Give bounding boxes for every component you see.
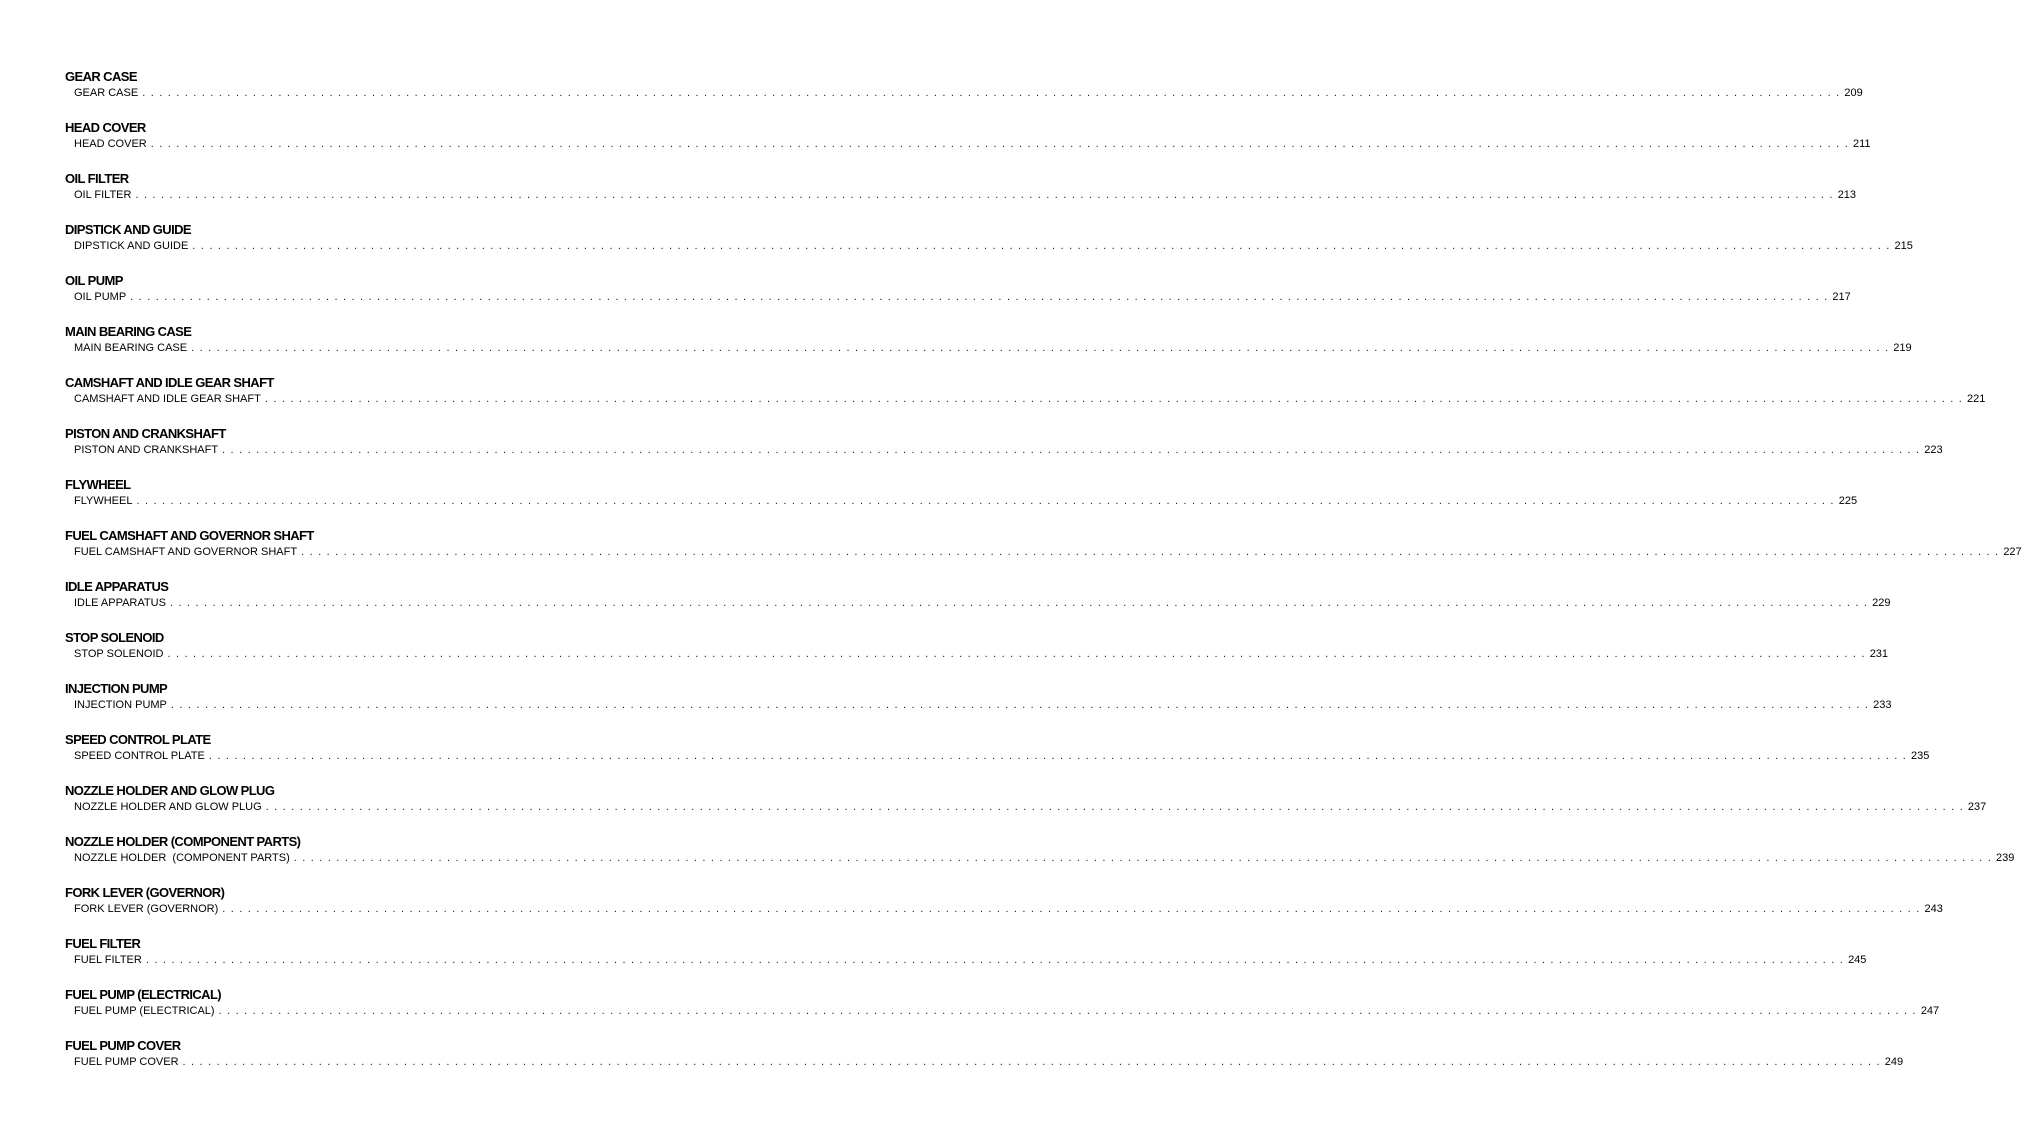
page-number: 227: [2003, 546, 2022, 558]
entry-label: OIL PUMP: [74, 291, 127, 303]
section-heading: MAIN BEARING CASE: [65, 324, 192, 339]
page-number: 225: [1838, 495, 1858, 507]
page-number: 243: [1924, 903, 1943, 915]
page-number: 231: [1869, 648, 1889, 660]
section-heading: NOZZLE HOLDER AND GLOW PLUG: [65, 783, 275, 798]
entry-label: STOP SOLENOID: [74, 648, 164, 660]
toc-entry[interactable]: [65, 545, 2022, 559]
dot-leader: . . . . . . . . . . . . . . . . . . . . . . . . . . . . . . . . . . . . . . . . . . . . . . . . . . . . . . . . . . . . . . . . . . . . . . . . . . . . . . . . . . . . . . . . . . . . . . . . . . . . . . . . . . . . . . . . . . . . . . . . . . . . . . . . . . . . . . . . . . . . . . . . . . . . . . . . . . . . . . . . . . . . . . . . . . . . . . . . . . . . . . . . . . . . . . . . . . . . . . . .: [135, 189, 1834, 201]
section-heading: SPEED CONTROL PLATE: [65, 732, 211, 747]
toc-entry[interactable]: [65, 137, 1871, 151]
toc-entry[interactable]: [65, 749, 1930, 763]
entry-label: FUEL FILTER: [74, 954, 142, 966]
entry-label: INJECTION PUMP: [74, 699, 167, 711]
toc-section: [65, 426, 1943, 477]
toc-section: [65, 630, 1889, 681]
toc-section: [65, 783, 1987, 834]
section-heading: PISTON AND CRANKSHAFT: [65, 426, 226, 441]
dot-leader: . . . . . . . . . . . . . . . . . . . . . . . . . . . . . . . . . . . . . . . . . . . . . . . . . . . . . . . . . . . . . . . . . . . . . . . . . . . . . . . . . . . . . . . . . . . . . . . . . . . . . . . . . . . . . . . . . . . . . . . . . . . . . . . . . . . . . . . . . . . . . . . . . . . . . . . . . . . . . . . . . . . . . . . . . . . . . . . . . . . . . . . . . . . . . . . . . . . . . . . .: [130, 291, 1829, 303]
toc-section: [65, 324, 1912, 375]
toc-section: [65, 885, 1943, 936]
entry-label: HEAD COVER: [74, 138, 147, 150]
section-heading: FUEL PUMP (ELECTRICAL): [65, 987, 222, 1002]
table-of-contents: [65, 69, 2022, 1089]
page-number: 221: [1967, 393, 1986, 405]
toc-section: [65, 273, 1851, 324]
page-number: 247: [1920, 1005, 1940, 1017]
dot-leader: . . . . . . . . . . . . . . . . . . . . . . . . . . . . . . . . . . . . . . . . . . . . . . . . . . . . . . . . . . . . . . . . . . . . . . . . . . . . . . . . . . . . . . . . . . . . . . . . . . . . . . . . . . . . . . . . . . . . . . . . . . . . . . . . . . . . . . . . . . . . . . . . . . . . . . . . . . . . . . . . . . . . . . . . . . . . . . . . . . . . . . . . . . . . . . . . . . . . . . . .: [208, 750, 1908, 762]
toc-entry[interactable]: [65, 494, 1858, 508]
toc-entry[interactable]: [65, 1004, 1940, 1018]
toc-section: [65, 477, 1858, 528]
section-heading: DIPSTICK AND GUIDE: [65, 222, 191, 237]
entry-label: FUEL CAMSHAFT AND GOVERNOR SHAFT: [74, 546, 298, 558]
toc-section: [65, 681, 1892, 732]
section-heading: HEAD COVER: [65, 120, 146, 135]
toc-entry[interactable]: [65, 341, 1912, 355]
section-heading: FUEL FILTER: [65, 936, 141, 951]
dot-leader: . . . . . . . . . . . . . . . . . . . . . . . . . . . . . . . . . . . . . . . . . . . . . . . . . . . . . . . . . . . . . . . . . . . . . . . . . . . . . . . . . . . . . . . . . . . . . . . . . . . . . . . . . . . . . . . . . . . . . . . . . . . . . . . . . . . . . . . . . . . . . . . . . . . . . . . . . . . . . . . . . . . . . . . . . . . . . . . . . . . . . . . . . . . . . . . . . . . . . . . .: [170, 699, 1870, 711]
toc-entry[interactable]: [65, 188, 1857, 202]
toc-section: [65, 69, 1863, 120]
page-number: 215: [1894, 240, 1913, 252]
toc-section: [65, 1038, 1904, 1089]
page-number: 213: [1837, 189, 1857, 201]
toc-section: [65, 834, 2015, 885]
entry-label: MAIN BEARING CASE: [74, 342, 188, 354]
section-heading: FORK LEVER (GOVERNOR): [65, 885, 225, 900]
page-number: 235: [1911, 750, 1930, 762]
toc-section: [65, 579, 1891, 630]
page-number: 239: [1995, 852, 2015, 864]
page-number: 233: [1873, 699, 1892, 711]
entry-label: OIL FILTER: [74, 189, 132, 201]
toc-section: [65, 120, 1871, 171]
section-heading: STOP SOLENOID: [65, 630, 164, 645]
dot-leader: . . . . . . . . . . . . . . . . . . . . . . . . . . . . . . . . . . . . . . . . . . . . . . . . . . . . . . . . . . . . . . . . . . . . . . . . . . . . . . . . . . . . . . . . . . . . . . . . . . . . . . . . . . . . . . . . . . . . . . . . . . . . . . . . . . . . . . . . . . . . . . . . . . . . . . . . . . . . . . . . . . . . . . . . . . . . . . . . . . . . . . . . . . . . . . . . . . . . . . . .: [264, 393, 1964, 405]
page-number: 223: [1924, 444, 1943, 456]
toc-entry[interactable]: [65, 392, 1986, 406]
entry-label: FUEL PUMP COVER: [74, 1056, 179, 1068]
section-heading: INJECTION PUMP: [65, 681, 168, 696]
section-heading: FUEL PUMP COVER: [65, 1038, 181, 1053]
entry-label: FUEL PUMP (ELECTRICAL): [74, 1005, 215, 1017]
toc-entry[interactable]: [65, 596, 1891, 610]
entry-label: IDLE APPARATUS: [74, 597, 166, 609]
toc-section: [65, 375, 1986, 426]
dot-leader: . . . . . . . . . . . . . . . . . . . . . . . . . . . . . . . . . . . . . . . . . . . . . . . . . . . . . . . . . . . . . . . . . . . . . . . . . . . . . . . . . . . . . . . . . . . . . . . . . . . . . . . . . . . . . . . . . . . . . . . . . . . . . . . . . . . . . . . . . . . . . . . . . . . . . . . . . . . . . . . . . . . . . . . . . . . . . . . . . . . . . . . . . . . . . . . . . . . . . . . .: [222, 903, 1921, 915]
entry-label: FLYWHEEL: [74, 495, 133, 507]
section-heading: OIL FILTER: [65, 171, 129, 186]
entry-label: DIPSTICK AND GUIDE: [74, 240, 189, 252]
toc-entry[interactable]: [65, 851, 2015, 865]
toc-entry[interactable]: [65, 953, 1867, 967]
dot-leader: . . . . . . . . . . . . . . . . . . . . . . . . . . . . . . . . . . . . . . . . . . . . . . . . . . . . . . . . . . . . . . . . . . . . . . . . . . . . . . . . . . . . . . . . . . . . . . . . . . . . . . . . . . . . . . . . . . . . . . . . . . . . . . . . . . . . . . . . . . . . . . . . . . . . . . . . . . . . . . . . . . . . . . . . . . . . . . . . . . . . . . . . . . . . . . . . . . . . . . . .: [301, 546, 2000, 558]
section-heading: NOZZLE HOLDER (COMPONENT PARTS): [65, 834, 301, 849]
page-number: 229: [1872, 597, 1891, 609]
toc-section: [65, 528, 2022, 579]
toc-section: [65, 987, 1940, 1038]
toc-section: [65, 936, 1867, 987]
page-number: 211: [1852, 138, 1871, 150]
toc-entry[interactable]: [65, 290, 1851, 304]
page-number: 217: [1832, 291, 1851, 303]
section-heading: OIL PUMP: [65, 273, 123, 288]
dot-leader: . . . . . . . . . . . . . . . . . . . . . . . . . . . . . . . . . . . . . . . . . . . . . . . . . . . . . . . . . . . . . . . . . . . . . . . . . . . . . . . . . . . . . . . . . . . . . . . . . . . . . . . . . . . . . . . . . . . . . . . . . . . . . . . . . . . . . . . . . . . . . . . . . . . . . . . . . . . . . . . . . . . . . . . . . . . . . . . . . . . . . . . . . . . . . . . . . . . . . . . .: [222, 444, 1921, 456]
entry-label: FORK LEVER (GOVERNOR): [74, 903, 219, 915]
page-number: 219: [1893, 342, 1912, 354]
toc-entry[interactable]: [65, 239, 1913, 253]
toc-section: [65, 222, 1913, 273]
toc-entry[interactable]: [65, 1055, 1904, 1069]
dot-leader: . . . . . . . . . . . . . . . . . . . . . . . . . . . . . . . . . . . . . . . . . . . . . . . . . . . . . . . . . . . . . . . . . . . . . . . . . . . . . . . . . . . . . . . . . . . . . . . . . . . . . . . . . . . . . . . . . . . . . . . . . . . . . . . . . . . . . . . . . . . . . . . . . . . . . . . . . . . . . . . . . . . . . . . . . . . . . . . . . . . . . . . . . . . . . . . . . . . . . . . .: [218, 1005, 1917, 1017]
page-number: 237: [1967, 801, 1987, 813]
entry-label: SPEED CONTROL PLATE: [74, 750, 205, 762]
entry-label: NOZZLE HOLDER (COMPONENT PARTS): [74, 852, 290, 864]
section-heading: GEAR CASE: [65, 69, 137, 84]
page-number: 209: [1844, 87, 1863, 99]
section-heading: FLYWHEEL: [65, 477, 131, 492]
dot-leader: . . . . . . . . . . . . . . . . . . . . . . . . . . . . . . . . . . . . . . . . . . . . . . . . . . . . . . . . . . . . . . . . . . . . . . . . . . . . . . . . . . . . . . . . . . . . . . . . . . . . . . . . . . . . . . . . . . . . . . . . . . . . . . . . . . . . . . . . . . . . . . . . . . . . . . . . . . . . . . . . . . . . . . . . . . . . . . . . . . . . . . . . . . . . . . . . . . . . . . . .: [191, 342, 1890, 354]
dot-leader: . . . . . . . . . . . . . . . . . . . . . . . . . . . . . . . . . . . . . . . . . . . . . . . . . . . . . . . . . . . . . . . . . . . . . . . . . . . . . . . . . . . . . . . . . . . . . . . . . . . . . . . . . . . . . . . . . . . . . . . . . . . . . . . . . . . . . . . . . . . . . . . . . . . . . . . . . . . . . . . . . . . . . . . . . . . . . . . . . . . . . . . . . . . . . . . . . . . . . . . .: [265, 801, 1964, 813]
toc-entry[interactable]: [65, 443, 1943, 457]
dot-leader: . . . . . . . . . . . . . . . . . . . . . . . . . . . . . . . . . . . . . . . . . . . . . . . . . . . . . . . . . . . . . . . . . . . . . . . . . . . . . . . . . . . . . . . . . . . . . . . . . . . . . . . . . . . . . . . . . . . . . . . . . . . . . . . . . . . . . . . . . . . . . . . . . . . . . . . . . . . . . . . . . . . . . . . . . . . . . . . . . . . . . . . . . . . . . . . . . . . . . . . .: [142, 87, 1841, 99]
toc-entry[interactable]: [65, 698, 1892, 712]
dot-leader: . . . . . . . . . . . . . . . . . . . . . . . . . . . . . . . . . . . . . . . . . . . . . . . . . . . . . . . . . . . . . . . . . . . . . . . . . . . . . . . . . . . . . . . . . . . . . . . . . . . . . . . . . . . . . . . . . . . . . . . . . . . . . . . . . . . . . . . . . . . . . . . . . . . . . . . . . . . . . . . . . . . . . . . . . . . . . . . . . . . . . . . . . . . . . . . . . . . . . . . .: [192, 240, 1891, 252]
entry-label: CAMSHAFT AND IDLE GEAR SHAFT: [74, 393, 261, 405]
section-heading: CAMSHAFT AND IDLE GEAR SHAFT: [65, 375, 274, 390]
dot-leader: . . . . . . . . . . . . . . . . . . . . . . . . . . . . . . . . . . . . . . . . . . . . . . . . . . . . . . . . . . . . . . . . . . . . . . . . . . . . . . . . . . . . . . . . . . . . . . . . . . . . . . . . . . . . . . . . . . . . . . . . . . . . . . . . . . . . . . . . . . . . . . . . . . . . . . . . . . . . . . . . . . . . . . . . . . . . . . . . . . . . . . . . . . . . . . . . . . . . . . . .: [167, 648, 1866, 660]
page-number: 249: [1884, 1056, 1904, 1068]
toc-section: [65, 732, 1930, 783]
section-heading: IDLE APPARATUS: [65, 579, 169, 594]
dot-leader: . . . . . . . . . . . . . . . . . . . . . . . . . . . . . . . . . . . . . . . . . . . . . . . . . . . . . . . . . . . . . . . . . . . . . . . . . . . . . . . . . . . . . . . . . . . . . . . . . . . . . . . . . . . . . . . . . . . . . . . . . . . . . . . . . . . . . . . . . . . . . . . . . . . . . . . . . . . . . . . . . . . . . . . . . . . . . . . . . . . . . . . . . . . . . . . . . . . . . . . .: [169, 597, 1869, 609]
entry-label: GEAR CASE: [74, 87, 139, 99]
entry-label: PISTON AND CRANKSHAFT: [74, 444, 219, 456]
entry-label: NOZZLE HOLDER AND GLOW PLUG: [74, 801, 262, 813]
toc-entry[interactable]: [65, 800, 1987, 814]
section-heading: FUEL CAMSHAFT AND GOVERNOR SHAFT: [65, 528, 314, 543]
dot-leader: . . . . . . . . . . . . . . . . . . . . . . . . . . . . . . . . . . . . . . . . . . . . . . . . . . . . . . . . . . . . . . . . . . . . . . . . . . . . . . . . . . . . . . . . . . . . . . . . . . . . . . . . . . . . . . . . . . . . . . . . . . . . . . . . . . . . . . . . . . . . . . . . . . . . . . . . . . . . . . . . . . . . . . . . . . . . . . . . . . . . . . . . . . . . . . . . . . . . . . . .: [145, 954, 1845, 966]
toc-entry[interactable]: [65, 86, 1863, 100]
page-number: 245: [1848, 954, 1867, 966]
dot-leader: . . . . . . . . . . . . . . . . . . . . . . . . . . . . . . . . . . . . . . . . . . . . . . . . . . . . . . . . . . . . . . . . . . . . . . . . . . . . . . . . . . . . . . . . . . . . . . . . . . . . . . . . . . . . . . . . . . . . . . . . . . . . . . . . . . . . . . . . . . . . . . . . . . . . . . . . . . . . . . . . . . . . . . . . . . . . . . . . . . . . . . . . . . . . . . . . . . . . . . . .: [150, 138, 1849, 150]
dot-leader: . . . . . . . . . . . . . . . . . . . . . . . . . . . . . . . . . . . . . . . . . . . . . . . . . . . . . . . . . . . . . . . . . . . . . . . . . . . . . . . . . . . . . . . . . . . . . . . . . . . . . . . . . . . . . . . . . . . . . . . . . . . . . . . . . . . . . . . . . . . . . . . . . . . . . . . . . . . . . . . . . . . . . . . . . . . . . . . . . . . . . . . . . . . . . . . . . . . . . . . .: [182, 1056, 1881, 1068]
toc-entry[interactable]: [65, 647, 1889, 661]
dot-leader: . . . . . . . . . . . . . . . . . . . . . . . . . . . . . . . . . . . . . . . . . . . . . . . . . . . . . . . . . . . . . . . . . . . . . . . . . . . . . . . . . . . . . . . . . . . . . . . . . . . . . . . . . . . . . . . . . . . . . . . . . . . . . . . . . . . . . . . . . . . . . . . . . . . . . . . . . . . . . . . . . . . . . . . . . . . . . . . . . . . . . . . . . . . . . . . . . . . . . . . .: [293, 852, 1992, 864]
dot-leader: . . . . . . . . . . . . . . . . . . . . . . . . . . . . . . . . . . . . . . . . . . . . . . . . . . . . . . . . . . . . . . . . . . . . . . . . . . . . . . . . . . . . . . . . . . . . . . . . . . . . . . . . . . . . . . . . . . . . . . . . . . . . . . . . . . . . . . . . . . . . . . . . . . . . . . . . . . . . . . . . . . . . . . . . . . . . . . . . . . . . . . . . . . . . . . . . . . . . . . . .: [136, 495, 1835, 507]
toc-section: [65, 171, 1857, 222]
toc-entry[interactable]: [65, 902, 1943, 916]
